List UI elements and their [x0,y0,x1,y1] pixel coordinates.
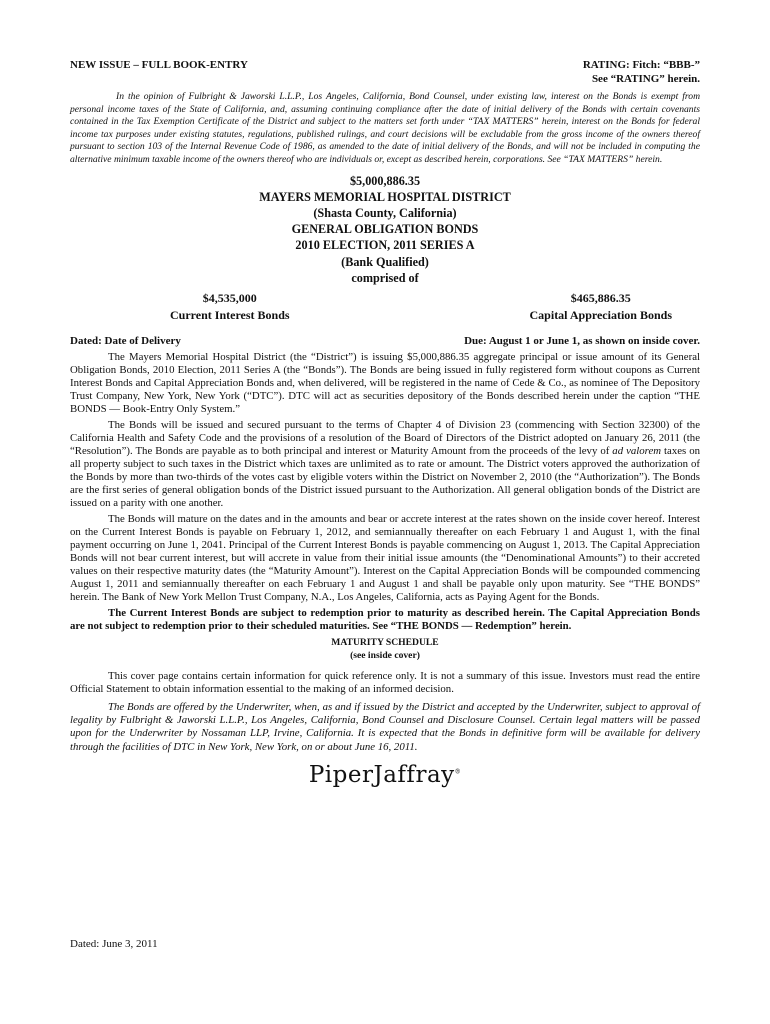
tax-opinion: In the opinion of Fulbright & Jaworski L.L.P., Los Angeles, California, Bond Counsel, under existing law, interest on the Bonds is exempt from personal income taxes of the State of California, and, assuming continuing compliance after the date of initial delivery of the Bonds with certain covenants contained in the Tax Exemption Certificate of the District and subject to the matters set forth under “TAX MATTERS” herein, interest on the Bonds for federal income tax purposes under existing statutes, regulations, published rulings, and court decisions will be excludable from the gross income of the owners thereof pursuant to section 103 of the Internal Revenue Code of 1986, as amended to the date of initial delivery of the Bonds, and will not be included in computing the alternative minimum taxable income of the owners thereof who are individuals or, except as described herein, corporations. See “TAX MATTERS” herein. [70,91,700,165]
issue-type: NEW ISSUE – FULL BOOK-ENTRY [70,59,248,71]
bank-qualified: (Bank Qualified) [341,254,429,269]
schedule-title: MATURITY SCHEDULE [331,636,439,648]
ad-valorem-term: ad valorem [612,444,662,457]
bond-type: GENERAL OBLIGATION BONDS [291,222,479,237]
security-text-a: The Bonds will be issued and secured pursuant to the terms of Chapter 4 of Division 23 (commencing with Section 32300) of the California Health and Safety Code and the provisions of a resolution of the Board of Directors of the District adopted on January 26, 2011 (the “Resolution”). The Bonds are payable as to both principal and interest or Maturity Amount from the proceeds of the levy of [70,418,700,457]
header-bar [70,58,700,86]
dated-due-row [70,334,700,348]
comprised-of: comprised of [351,270,419,285]
bond-title [70,173,700,286]
cib-label: Current Interest Bonds [170,307,290,322]
cab-amount: $465,886.35 [570,290,631,305]
cab-label: Capital Appreciation Bonds [529,307,672,322]
county: (Shasta County, California) [313,205,457,220]
registered-mark: ® [454,768,462,776]
maturity-paragraph: The Bonds will mature on the dates and in the amounts and bear or accrete interest at the rates shown on the inside cover hereof. Interest on the Current Interest Bonds is payable on February 1, 2012, and semiannually thereafter on each February 1 and August 1, with the final payment occurring on June 1, 2041. Principal of the Current Interest Bonds is payable commencing on August 1, 2013. The Capital Appreciation Bonds will not bear current interest, but will accrete in value from their initial issue amounts (the “Denominational Amounts”) to their accreted values on their respective maturity dates (the “Maturity Amount”). Interest on the Capital Appreciation Bonds will be compounded commencing August 1, 2011 and semiannually thereafter on each February 1 and August 1 and shall be payable only upon maturity. See “THE BONDS” herein. The Bank of New York Mellon Trust Company, N.A., Los Angeles, California, acts as Paying Agent for the Bonds. [70,512,700,603]
total-amount: $5,000,886.35 [349,173,421,188]
rating-block [583,58,700,86]
rating-line: RATING: Fitch: “BBB-” [582,59,700,71]
maturity-schedule-heading [70,636,700,662]
logo-text: PiperJaffray [308,761,455,788]
dated-text: Dated: Date of Delivery [70,334,181,347]
current-interest-bonds [170,290,290,324]
security-paragraph [70,419,700,510]
series: 2010 ELECTION, 2011 SERIES A [295,238,475,253]
rating-reference: See “RATING” herein. [591,73,700,85]
capital-appreciation-bonds [530,290,672,324]
issuer-name: MAYERS MEMORIAL HOSPITAL DISTRICT [259,189,511,204]
footer-date: Dated: June 3, 2011 [70,938,158,950]
bond-components [70,290,700,324]
underwriter-logo [70,762,700,788]
security-text-b: taxes on all property subject to such taxes in the District which taxes are unlimited as to rate or amount. The District voters approved the authorization of the Bonds by more than two-thirds of the votes cast by eligible voters within the District on November 2, 2010 (the “Authorization”). The Bonds are the first series of general obligation bonds of the District issued pursuant to the Authorization. All general obligation bonds of the District are issued on a parity with one another. [70,444,700,509]
issuance-paragraph: The Mayers Memorial Hospital District (the “District”) is issuing $5,000,886.35 aggregate principal or issue amount of its General Obligation Bonds, 2010 Election, 2011 Series A (the “Bonds”). The Bonds are being issued in fully registered form without coupons as Current Interest Bonds and Capital Appreciation Bonds and, when delivered, will be registered in the name of Cede & Co., as nominee of The Depository Trust Company, New York, New York (“DTC”). DTC will act as securities depository of the Bonds described herein under the caption “THE BONDS — Book-Entry Only System.” [70,350,700,415]
quick-reference-paragraph: This cover page contains certain information for quick reference only. It is not a summary of this issue. Investors must read the entire Official Statement to obtain information essential to the making of an informed decision. [70,669,700,695]
schedule-subtitle: (see inside cover) [350,649,420,661]
offering-paragraph: The Bonds are offered by the Underwriter, when, as and if issued by the District and accepted by the Underwriter, subject to approval of legality by Fulbright & Jaworski L.L.P., Los Angeles, California, Bond Counsel and Disclosure Counsel. Certain legal matters will be passed upon for the Underwriter by Nossaman LLP, Irvine, California. It is expected that the Bonds in definitive form will be available for delivery through the facilities of DTC in New York, New York, on or about June 16, 2011. [70,700,700,753]
due-text: Due: August 1 or June 1, as shown on inside cover. [464,334,700,347]
cover-page [70,58,700,788]
cib-amount: $4,535,000 [202,290,257,305]
redemption-paragraph: The Current Interest Bonds are subject to redemption prior to maturity as described herein. The Capital Appreciation Bonds are not subject to redemption prior to their scheduled maturities. See “THE BONDS — Redemption” herein. [70,606,700,632]
